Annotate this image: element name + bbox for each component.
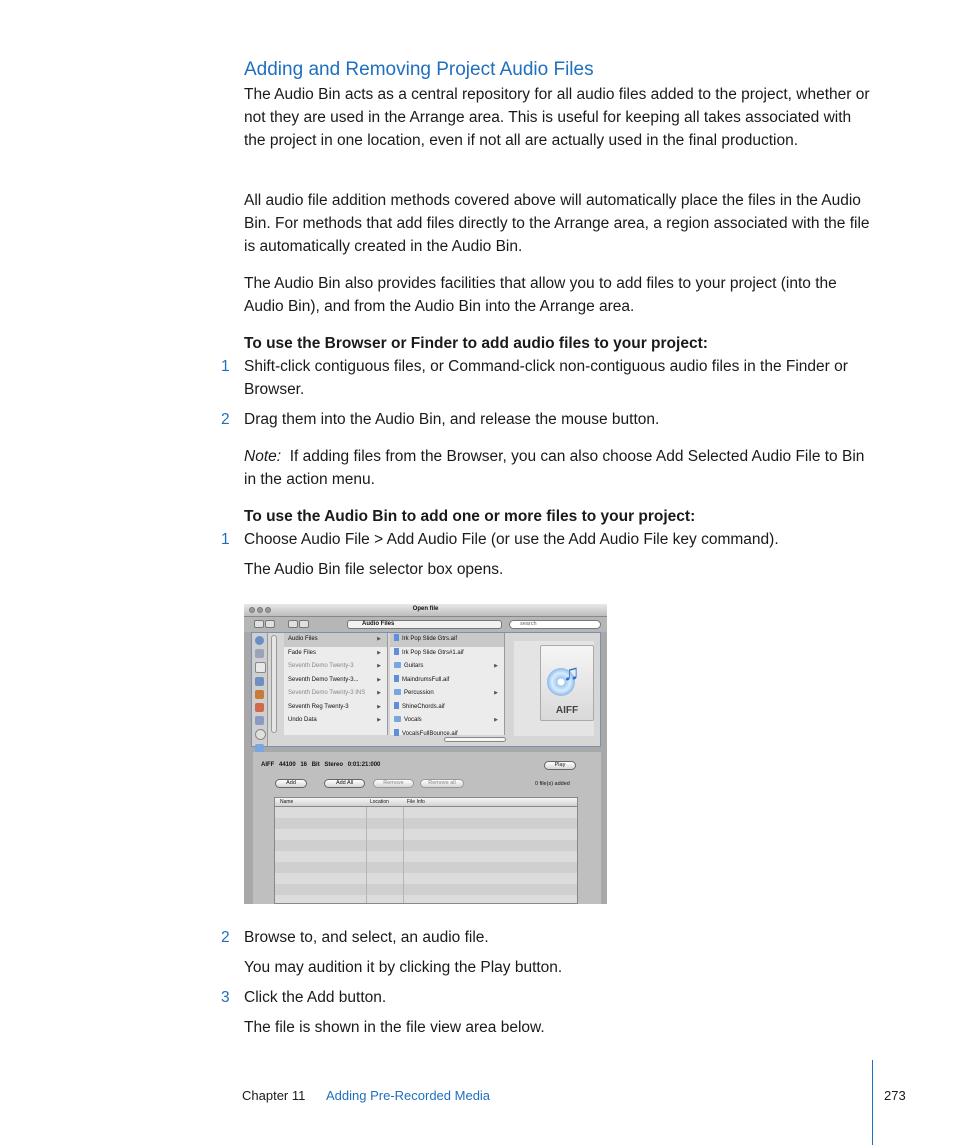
task2-step3-result: The file is shown in the file view area below. <box>244 1019 545 1036</box>
row-label: ShineChords.aif <box>402 703 445 710</box>
disclosure-arrow-icon: ▶ <box>377 703 381 710</box>
note-label: Note: <box>244 448 282 465</box>
browser-folder-row[interactable] <box>284 714 387 728</box>
add-button[interactable]: Add <box>275 779 307 788</box>
task1-title: To use the Browser or Finder to add audio files to your project: <box>244 335 708 352</box>
disclosure-arrow-icon: ▶ <box>494 663 498 669</box>
disclosure-arrow-icon: ▶ <box>377 717 381 723</box>
task1-step2-text: Drag them into the Audio Bin, and release the mouse button. <box>244 411 660 428</box>
browser-folder-row[interactable] <box>284 687 387 701</box>
audio-file-icon <box>394 729 399 736</box>
browser-folder-row[interactable] <box>390 714 504 728</box>
row-label: VocalsFullBounce.aif <box>402 730 458 737</box>
browser-folder-row[interactable] <box>284 674 387 688</box>
applications-icon[interactable] <box>255 703 264 712</box>
task2-step2-text: Browse to, and select, an audio file. <box>244 929 489 946</box>
paragraph-intro: The Audio Bin acts as a central repository for all audio files added to the project, whether or not they are used in the Arrange area. This is useful for keeping all takes associated with the project in one location, even if not all are actually used in the final production. <box>244 86 870 149</box>
row-label: Guitars <box>404 663 424 669</box>
remove-button[interactable]: Remove <box>373 779 414 788</box>
row-label: Vocals <box>404 717 422 723</box>
browser-file-row[interactable] <box>390 633 504 647</box>
task1-step1-number: 1 <box>221 358 230 375</box>
harddisk-icon[interactable] <box>255 649 264 658</box>
task2-step3-number: 3 <box>221 989 230 1006</box>
disclosure-arrow-icon: ▶ <box>494 717 498 723</box>
row-label: Irk Pop Slide Gtrs.aif <box>402 636 458 642</box>
row-label: Audio Files <box>288 636 318 642</box>
music-note-icon: ♫ <box>563 660 580 685</box>
task2-step2-result: You may audition it by clicking the Play button. <box>244 959 563 976</box>
preview-format-label: AIFF <box>555 705 579 716</box>
disclosure-arrow-icon: ▶ <box>377 649 381 656</box>
documents-icon[interactable] <box>255 716 264 725</box>
browser-folder-row[interactable] <box>284 647 387 661</box>
places-sidebar <box>252 633 268 746</box>
list-view-icon[interactable] <box>288 620 298 628</box>
disclosure-arrow-icon: ▶ <box>377 676 381 683</box>
dialog-title: Open file <box>412 606 439 612</box>
home-icon[interactable] <box>255 690 264 699</box>
path-popup[interactable]: Audio Files <box>347 620 502 629</box>
folder-icon <box>394 662 401 668</box>
task2-step1-number: 1 <box>221 531 230 548</box>
add-all-button[interactable]: Add All <box>324 779 365 788</box>
file-preview <box>514 641 594 736</box>
note-text: If adding files from the Browser, you can also choose Add Selected Audio File to Bin in the action menu. <box>244 448 865 488</box>
row-label: Percussion <box>404 690 434 696</box>
folder-icon <box>394 689 401 695</box>
disclosure-arrow-icon: ▶ <box>377 690 381 696</box>
row-label: Seventh Demo Twenty-3... <box>288 676 359 683</box>
task2-step1-text: Choose Audio File > Add Audio File (or use the Add Audio File key command). <box>244 531 779 548</box>
task1-step1-text: Shift-click contiguous files, or Command-click non-contiguous audio files in the Finder or Browser. <box>244 358 848 398</box>
section-heading: Adding and Removing Project Audio Files <box>244 59 594 80</box>
browser-column-1 <box>284 633 388 735</box>
horizontal-scrollbar[interactable] <box>444 737 506 742</box>
browser-file-row[interactable] <box>390 647 504 661</box>
browser-file-row[interactable] <box>390 674 504 688</box>
file-view-table <box>274 797 578 904</box>
row-label: Fade Files <box>288 649 317 656</box>
sidebar-scrollbar[interactable] <box>271 635 277 733</box>
row-label: MaindrumsFull.aif <box>402 676 450 683</box>
browser-file-row[interactable] <box>390 701 504 715</box>
network-icon[interactable] <box>255 636 264 645</box>
play-button[interactable]: Play <box>544 761 576 770</box>
browser-folder-row[interactable] <box>284 633 387 647</box>
audio-file-icon <box>394 702 399 709</box>
row-label: Seventh Demo Twenty-3 INS <box>288 690 366 696</box>
browser-column-2 <box>390 633 505 735</box>
remove-all-button[interactable]: Remove all <box>420 779 464 788</box>
row-label: Irk Pop Slide Gtrs#1.aif <box>402 649 464 656</box>
files-added-count: 0 file(s) added <box>535 781 570 787</box>
browser-folder-row[interactable] <box>390 660 504 674</box>
task1-step2-number: 2 <box>221 411 230 428</box>
open-file-dialog-screenshot <box>244 604 607 904</box>
search-input[interactable]: search <box>509 620 601 629</box>
page-number: 273 <box>884 1088 906 1103</box>
file-browser <box>251 632 601 747</box>
disclosure-arrow-icon: ▶ <box>377 663 381 669</box>
task2-step3-text: Click the Add button. <box>244 989 387 1006</box>
browser-folder-row[interactable] <box>284 660 387 674</box>
footer-chapter-title: Adding Pre-Recorded Media <box>326 1088 491 1103</box>
task1-note <box>244 445 874 491</box>
dialog-titlebar <box>244 604 607 617</box>
task2-step1-result: The Audio Bin file selector box opens. <box>244 561 504 578</box>
browser-folder-row[interactable] <box>390 687 504 701</box>
music-icon[interactable] <box>255 729 266 740</box>
browser-folder-row[interactable] <box>284 701 387 715</box>
dialog-toolbar <box>244 617 607 632</box>
task2-title: To use the Audio Bin to add one or more files to your project: <box>244 508 696 525</box>
audio-file-icon <box>394 648 399 655</box>
disclosure-arrow-icon: ▶ <box>377 636 381 642</box>
column-view-icon[interactable] <box>299 620 309 628</box>
footer-chapter: Chapter 11 <box>242 1088 306 1103</box>
volume-icon[interactable] <box>255 662 266 673</box>
file-info-readout: AIFF 44100 16 Bit Stereo 0:01:21:000 <box>261 762 381 768</box>
desktop-icon[interactable] <box>255 677 264 686</box>
aiff-file-icon <box>540 645 594 721</box>
paragraph-methods: All audio file addition methods covered above will automatically place the files in the Audio Bin. For methods that add files directly to the Arrange area, a region associated with the file is automatically created in the Audio Bin. <box>244 192 870 255</box>
footer-divider <box>872 1060 873 1145</box>
table-header <box>275 798 577 807</box>
row-label: Seventh Reg Twenty-3 <box>288 703 349 710</box>
forward-arrow-icon[interactable] <box>265 620 275 628</box>
task2-step2-number: 2 <box>221 929 230 946</box>
audio-bin-panel <box>253 752 601 904</box>
audio-file-icon <box>394 675 399 682</box>
column-header-file-info[interactable]: File Info <box>407 799 425 805</box>
row-label: Seventh Demo Twenty-3 <box>288 663 354 669</box>
column-header-name[interactable]: Name <box>280 799 294 805</box>
row-label: Undo Data <box>288 717 317 723</box>
disclosure-arrow-icon: ▶ <box>494 690 498 696</box>
paragraph-facilities: The Audio Bin also provides facilities that allow you to add files to your project (into the Audio Bin), and from the Audio Bin into the Arrange area. <box>244 275 837 315</box>
column-header-location[interactable]: Location <box>370 799 389 805</box>
audio-file-icon <box>394 634 399 641</box>
folder-icon <box>394 716 401 722</box>
back-arrow-icon[interactable] <box>254 620 264 628</box>
